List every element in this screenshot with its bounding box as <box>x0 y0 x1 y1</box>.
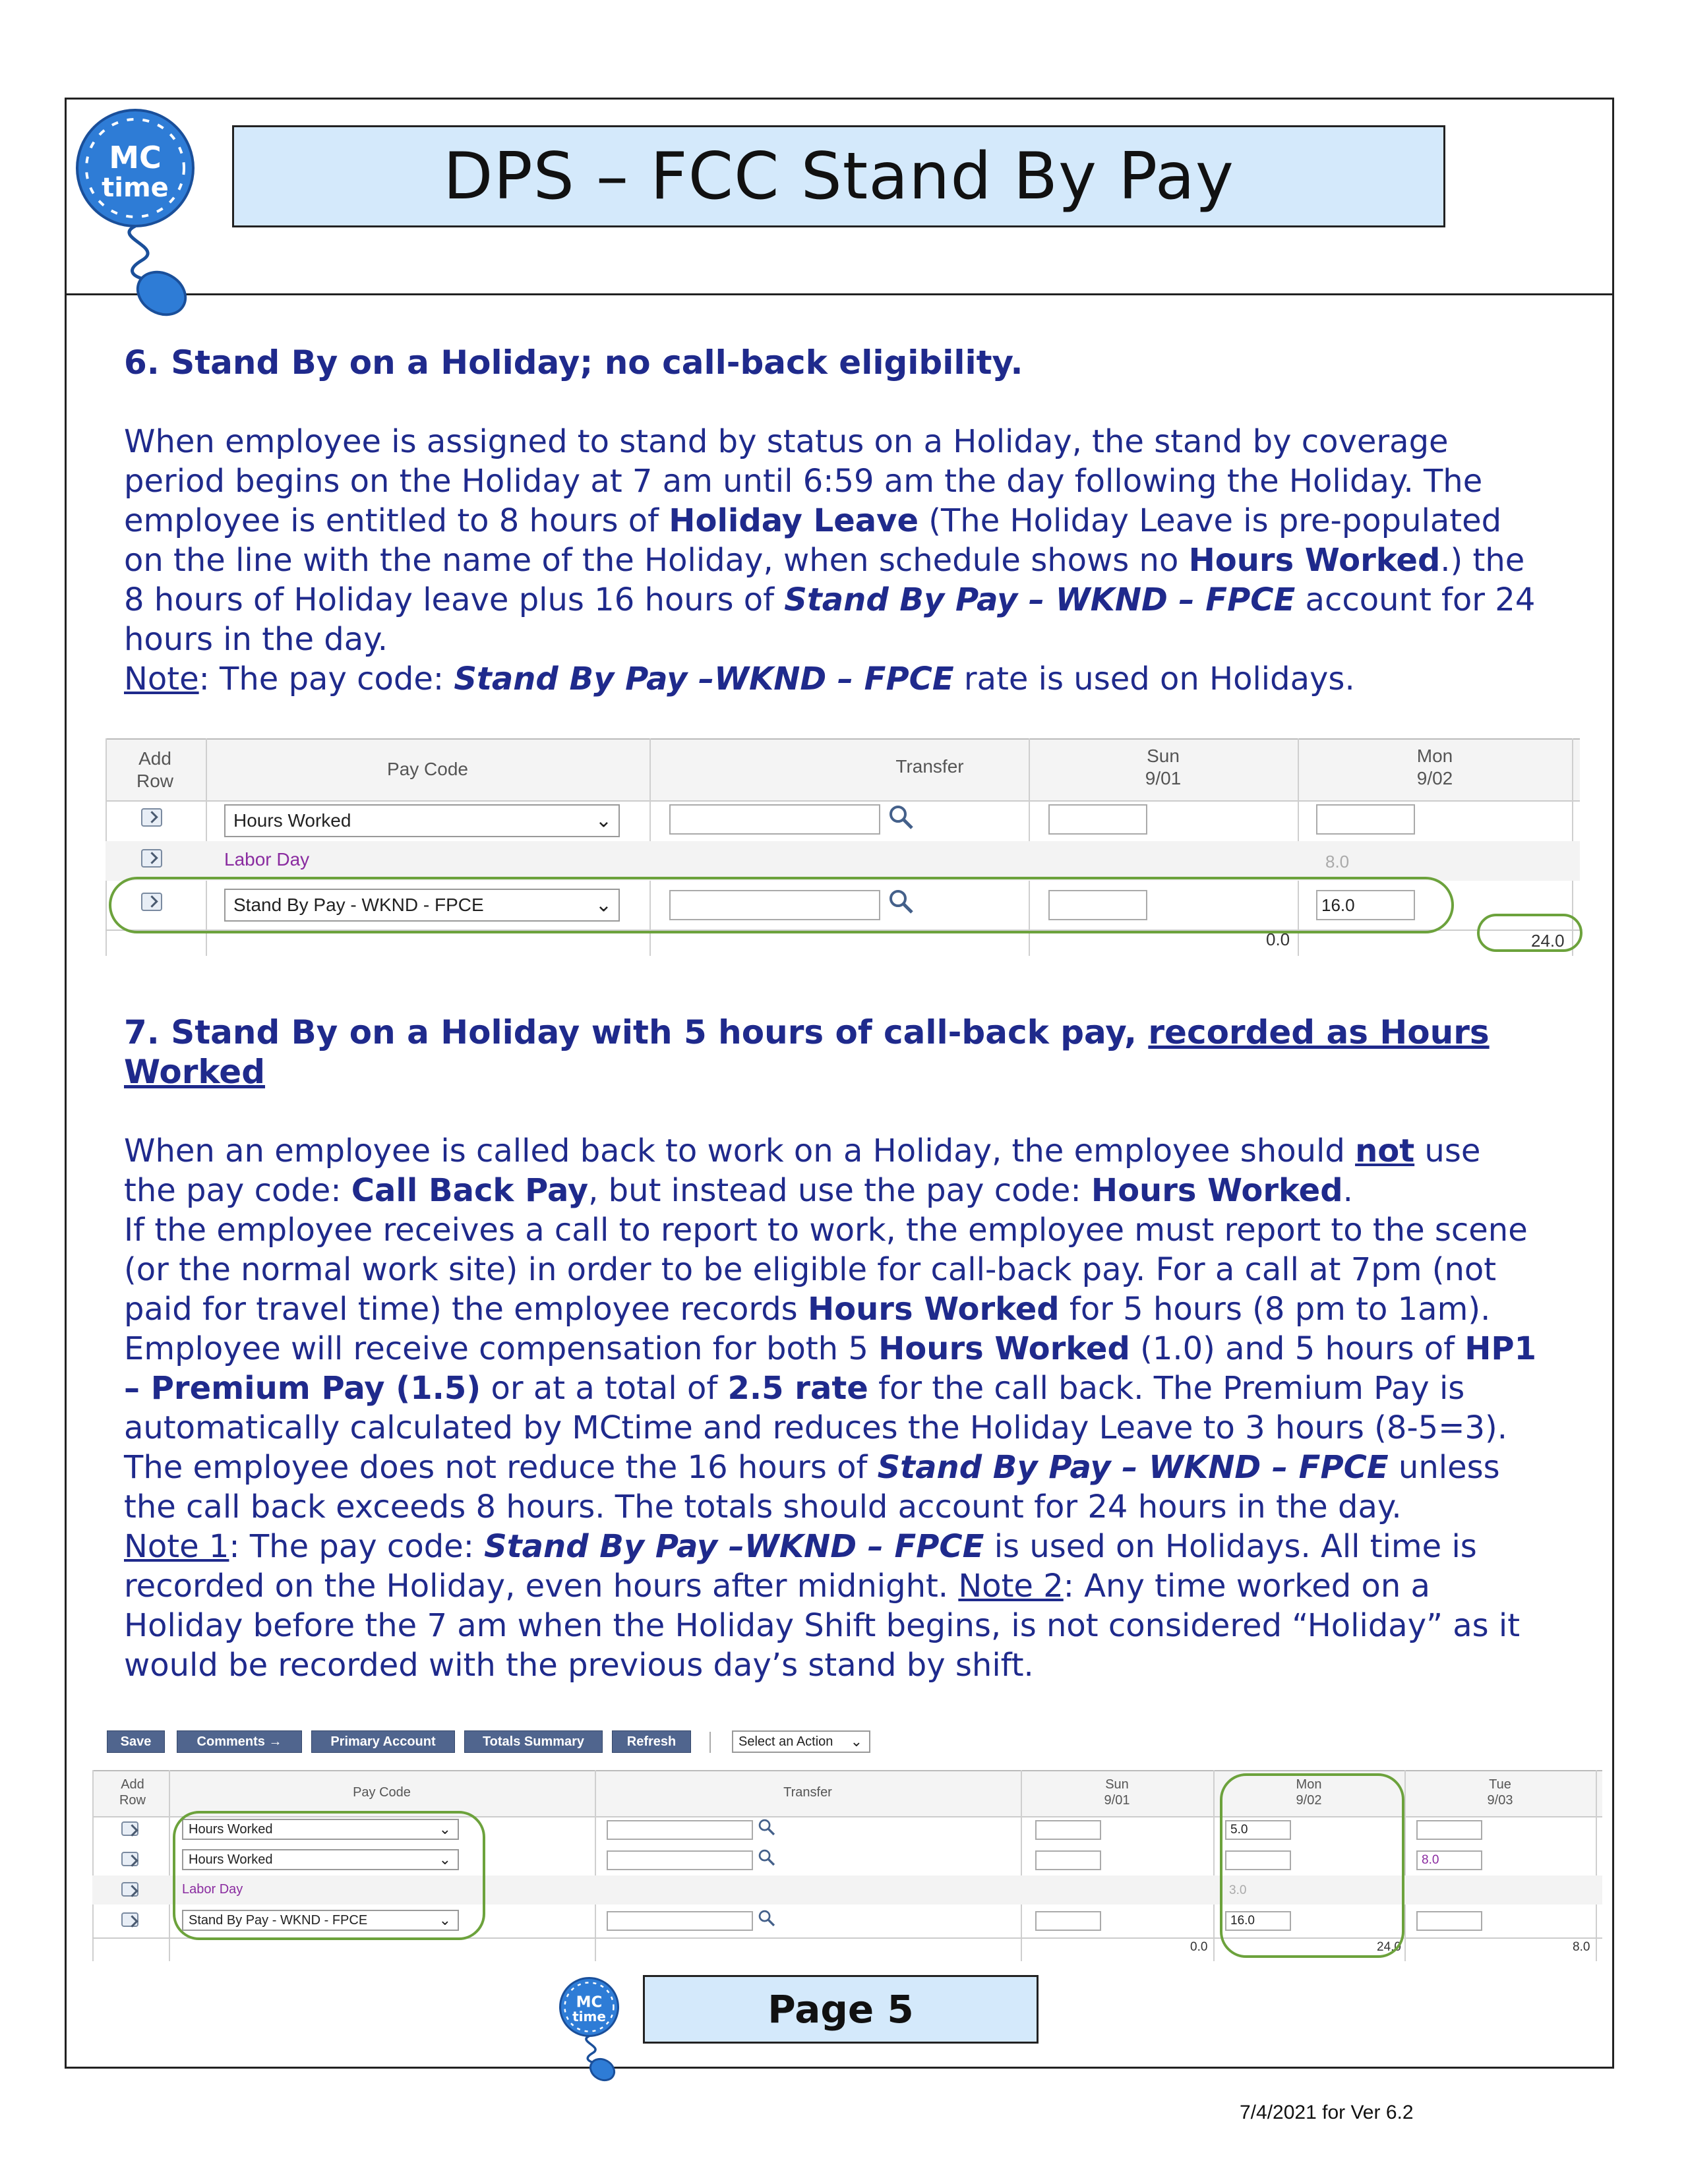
comments-button[interactable]: Comments → <box>177 1730 302 1753</box>
add-row-button[interactable] <box>121 1852 138 1866</box>
header-divider <box>65 293 1614 295</box>
add-row-button[interactable] <box>121 1882 138 1897</box>
highlight-oval <box>109 877 1454 933</box>
search-icon[interactable] <box>757 1848 777 1868</box>
section-6-heading: 6. Stand By on a Holiday; no call-back eligibility. <box>124 343 1023 382</box>
svg-text:MC: MC <box>576 1993 603 2011</box>
add-row-button[interactable] <box>121 1912 138 1927</box>
total-tue: 8.0 <box>1573 1940 1590 1954</box>
chevron-down-icon: ⌄ <box>850 1733 862 1750</box>
total-sun: 0.0 <box>1190 1940 1208 1954</box>
highlight-oval <box>173 1811 485 1940</box>
chevron-down-icon: ⌄ <box>438 1912 451 1928</box>
svg-text:MC: MC <box>109 140 162 175</box>
total-sun: 0.0 <box>1266 930 1290 949</box>
header-tue: Tue 9/03 <box>1487 1777 1513 1808</box>
section-7-notes: Note 1: The pay code: Stand By Pay –WKND – FPCE is used on Holidays. All time is recorded on the Holiday, even hours after midnight. Note 2: Any time worked on a Holiday before the 7 am when the Holiday Shift begins, is not considered “Holiday” as it would be recorded with the previous day’s stand by shift. <box>124 1528 1521 1684</box>
mon-holiday-hours: 3.0 <box>1229 1883 1247 1897</box>
mctime-logo-icon <box>558 1972 624 2084</box>
holiday-name: Labor Day <box>182 1882 243 1897</box>
timecard-grid-1 <box>106 738 1580 956</box>
chevron-down-icon: ⌄ <box>595 810 612 832</box>
section-6-paragraph: When employee is assigned to stand by status on a Holiday, the stand by coverage period begins on the Holiday at 7 am until 6:59 am the day following the Holiday. The employee is entitled to 8 hours of Holiday Leave (The Holiday Leave is pre-populated on the line with the name of the Holiday, when schedule shows no Hours Worked.) the 8 hours of Holiday leave plus 16 hours of Stand By Pay – WKND – FPCE account for 24 hours in the day. <box>124 423 1536 658</box>
mctime-logo-icon <box>73 105 204 316</box>
section-6 <box>124 343 1542 699</box>
total-mon: 24.0 <box>1531 931 1565 951</box>
section-7 <box>124 1013 1542 1685</box>
pay-code-select[interactable]: Stand By Pay - WKND - FPCE ⌄ <box>224 889 620 922</box>
search-icon[interactable] <box>887 803 916 832</box>
pay-code-select[interactable]: Stand By Pay - WKND - FPCE ⌄ <box>182 1910 459 1931</box>
page-title-box <box>232 125 1445 227</box>
timecard-grid-2 <box>92 1730 1602 1961</box>
refresh-button[interactable]: Refresh <box>612 1730 691 1753</box>
section-7-heading: 7. Stand By on a Holiday with 5 hours of call-back pay, recorded as Hours Worked <box>124 1013 1490 1091</box>
holiday-name: Labor Day <box>224 849 310 870</box>
header-transfer: Transfer <box>895 756 964 777</box>
sun-hours-input[interactable] <box>1048 804 1147 835</box>
page-number: Page 5 <box>768 1987 914 2032</box>
chevron-down-icon: ⌄ <box>595 894 612 916</box>
add-row-button[interactable] <box>121 1821 138 1836</box>
header-pay-code: Pay Code <box>353 1785 411 1800</box>
search-icon[interactable] <box>757 1817 777 1837</box>
tue-hours-input[interactable]: 8.0 <box>1416 1850 1482 1870</box>
pay-code-select[interactable]: Hours Worked ⌄ <box>182 1849 459 1870</box>
mon-hours-input[interactable]: 16.0 <box>1316 890 1415 920</box>
highlight-oval <box>1220 1773 1404 1958</box>
header-sun: Sun 9/01 <box>1104 1777 1130 1808</box>
transfer-input[interactable] <box>669 804 880 835</box>
header-mon: Mon 9/02 <box>1296 1777 1322 1808</box>
header-pay-code: Pay Code <box>387 759 468 779</box>
page-number-box <box>643 1975 1039 2044</box>
svg-text:time: time <box>572 2009 606 2024</box>
mon-hours-input[interactable] <box>1316 804 1415 835</box>
header-transfer: Transfer <box>783 1785 832 1800</box>
pay-code-select[interactable]: Hours Worked ⌄ <box>182 1819 459 1840</box>
mon-hours-input[interactable]: 5.0 <box>1225 1820 1291 1840</box>
chevron-down-icon: ⌄ <box>438 1851 451 1868</box>
page-title: DPS – FCC Stand By Pay <box>443 138 1234 214</box>
sun-hours-input[interactable] <box>1035 1850 1101 1870</box>
highlight-oval <box>1477 914 1582 952</box>
tue-hours-input[interactable] <box>1416 1911 1482 1931</box>
header-mon: Mon 9/02 <box>1416 746 1453 788</box>
mon-holiday-hours: 8.0 <box>1325 852 1350 871</box>
mon-hours-input[interactable]: 16.0 <box>1225 1911 1291 1931</box>
totals-summary-button[interactable]: Totals Summary <box>464 1730 603 1753</box>
pay-code-select[interactable]: Hours Worked ⌄ <box>224 804 620 837</box>
tue-hours-input[interactable] <box>1416 1820 1482 1840</box>
add-row-button[interactable] <box>141 808 162 827</box>
total-mon: 24.0 <box>1377 1940 1401 1954</box>
transfer-input[interactable] <box>607 1820 753 1840</box>
header-sun: Sun 9/01 <box>1145 746 1182 788</box>
header-add-row: Add Row <box>136 748 173 791</box>
save-button[interactable]: Save <box>107 1730 165 1753</box>
transfer-input[interactable] <box>607 1911 753 1931</box>
sun-hours-input[interactable] <box>1035 1820 1101 1840</box>
primary-account-button[interactable]: Primary Account <box>311 1730 455 1753</box>
action-select[interactable]: Select an Action ⌄ <box>732 1730 870 1753</box>
section-6-note: Note: The pay code: Stand By Pay –WKND – FPCE rate is used on Holidays. <box>124 661 1355 697</box>
search-icon[interactable] <box>757 1908 777 1928</box>
header-add-row: Add Row <box>119 1777 146 1808</box>
transfer-input[interactable] <box>607 1850 753 1870</box>
chevron-down-icon: ⌄ <box>438 1821 451 1837</box>
sun-hours-input[interactable] <box>1035 1911 1101 1931</box>
section-7-paragraph-2: If the employee receives a call to report to work, the employee must report to the scene (or the normal work site) in order to be eligible for call-back pay. For a call at 7pm (not paid for travel time) the employee records Hours Worked for 5 hours (8 pm to 1am). Employee will receive compensation for both 5 Hours Worked (1.0) and 5 hours of HP1 – Premium Pay (1.5) or at a total of 2.5 rate for the call back. The Premium Pay is automatically calculated by MCtime and reduces the Holiday Leave to 3 hours (8-5=3). The employee does not reduce the 16 hours of Stand By Pay – WKND – FPCE unless the call back exceeds 8 hours. The totals should account for 24 hours in the day. <box>124 1212 1536 1525</box>
add-row-button[interactable] <box>141 849 162 868</box>
section-7-paragraph-1: When an employee is called back to work on a Holiday, the employee should not use the pay code: Call Back Pay, but instead use the pay code: Hours Worked. <box>124 1133 1481 1209</box>
svg-text:time: time <box>102 173 169 203</box>
footer-date-version: 7/4/2021 for Ver 6.2 <box>1240 2102 1414 2123</box>
